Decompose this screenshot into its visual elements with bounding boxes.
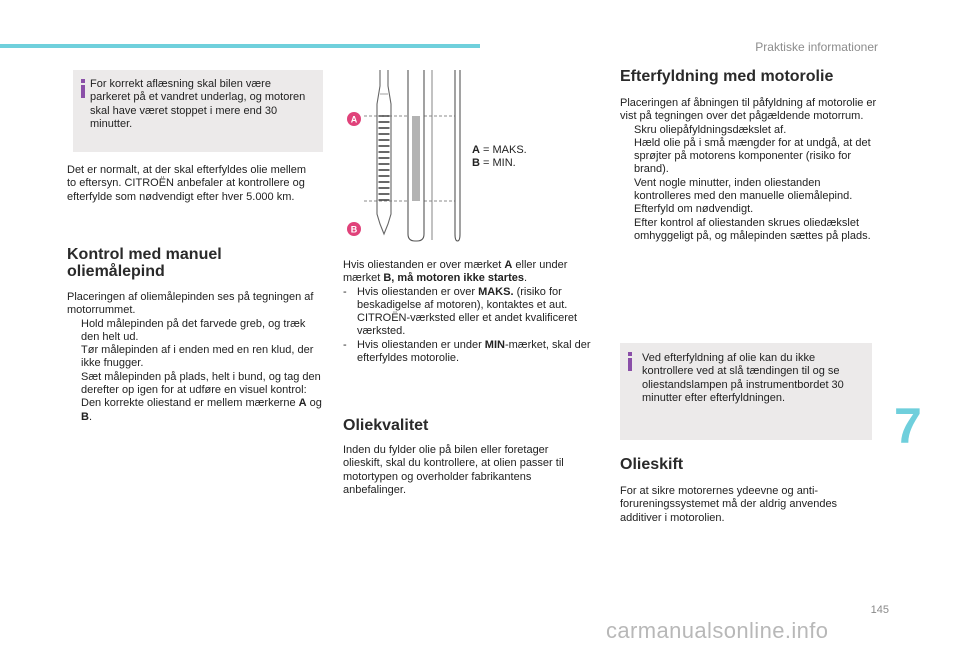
info-icon — [628, 352, 632, 371]
info-icon — [81, 79, 85, 98]
info-note-box — [620, 343, 872, 440]
section-heading-oil-change: Olieskift — [620, 456, 684, 473]
heading-line-1: Kontrol med manuel — [67, 246, 222, 263]
list-item: Hæld olie på i små mængder for at undgå, at det sprøjter på motorens komponenter (risiko for brand). — [634, 136, 871, 176]
section-heading-dipstick — [67, 246, 317, 280]
bullet-marker — [67, 344, 81, 371]
legend-a: A = MAKS. — [472, 144, 527, 156]
info-note-text: For korrekt aflæsning skal bilen være parkeret på et vandret underlag, og motoren skal have været stoppet i mere end 30 minutter. — [90, 78, 306, 130]
dash-marker: - — [343, 285, 347, 298]
list-item-text: Sæt målepinden på plads, helt i bund, og tag den derefter op igen for at udføre en visuel kontrol: Den korrekte oliestand er mellem mærkerne A og B. — [81, 370, 322, 423]
chapter-number: 7 — [894, 398, 922, 454]
oil-quality-text: Inden du fylder olie på bilen eller foretager olieskift, skal du kontrollere, at olien passer til motortypen og overholder fabrikantens anbefalinger. — [343, 444, 564, 496]
list-item: Efterfyld om nødvendigt. — [634, 203, 754, 216]
list-item: Skru oliepåfyldningsdækslet af. — [634, 123, 787, 136]
section-title: Praktiske informationer — [755, 40, 878, 54]
page-number: 145 — [870, 604, 889, 616]
bullet-marker — [67, 371, 81, 424]
info-note-box — [73, 70, 323, 152]
list-item — [67, 371, 323, 424]
dipstick-intro: Placeringen af oliemålepinden ses på tegningen af motorrummet. — [67, 291, 314, 317]
heading-line-2: oliemålepind — [67, 263, 165, 280]
oil-change-text: For at sikre motorernes ydeevne og anti-forureningssystemet må der aldrig anvendes additiver i motorolien. — [620, 485, 838, 524]
watermark: carmanualsonline.info — [606, 618, 829, 643]
dash-marker: - — [343, 338, 347, 351]
list-item-text: Hvis oliestanden er over MAKS. (risiko for beskadigelse af motoren), kontaktes et aut. CITROËN-værksted eller et andet kvalificeret værksted. — [357, 285, 578, 338]
intro-paragraph: Det er normalt, at der skal efterfyldes olie mellem to eftersyn. CITROËN anbefaler at kontrollere og efterfylde som nødvendigt efter hver 5.000 km. — [67, 164, 307, 203]
marker-a-label: A — [350, 114, 358, 125]
refill-instructions — [620, 97, 880, 243]
section-heading-refill: Efterfyldning med motorolie — [620, 68, 834, 85]
list-item: Efter kontrol af oliestanden skrues oliedækslet omhyggeligt på, og målepinden sættes på plads. — [634, 216, 871, 242]
list-item — [343, 339, 601, 366]
refill-intro: Placeringen af åbningen til påfyldning af motorolie er vist på tegningen over det pågældende motorrum. — [620, 97, 877, 123]
figure-legend — [472, 144, 572, 171]
level-warning — [343, 259, 601, 365]
list-item-text: Hvis oliestanden er under MIN-mærket, skal der efterfyldes motorolie. — [357, 338, 591, 365]
section-heading-oil-quality: Oliekvalitet — [343, 417, 429, 434]
list-item: Vent nogle minutter, inden oliestanden kontrolleres med den manuelle oliemålepind. — [634, 176, 853, 203]
header-accent-bar — [0, 44, 480, 48]
list-item-text: Hold målepinden på det farvede greb, og træk den helt ud. — [81, 317, 306, 343]
list-item — [67, 344, 323, 371]
marker-b-label: B — [350, 224, 358, 235]
list-item — [67, 318, 323, 345]
level-warning-text: Hvis oliestanden er over mærket A eller under mærket B, må motoren ikke startes. — [343, 259, 568, 285]
dipstick-instructions — [67, 291, 323, 424]
legend-b: B = MIN. — [472, 157, 516, 170]
list-item — [343, 286, 601, 339]
list-item-text: Tør målepinden af i enden med en ren klud, der ikke fnugger. — [81, 344, 314, 370]
info-note-text: Ved efterfyldning af olie kan du ikke kontrollere ved at slå tændingen til og se oliestandslampen på instrumentbordet 30 minutter efter efterfyldningen. — [642, 352, 844, 404]
bullet-marker — [67, 318, 81, 345]
dipstick-illustration — [340, 64, 470, 242]
